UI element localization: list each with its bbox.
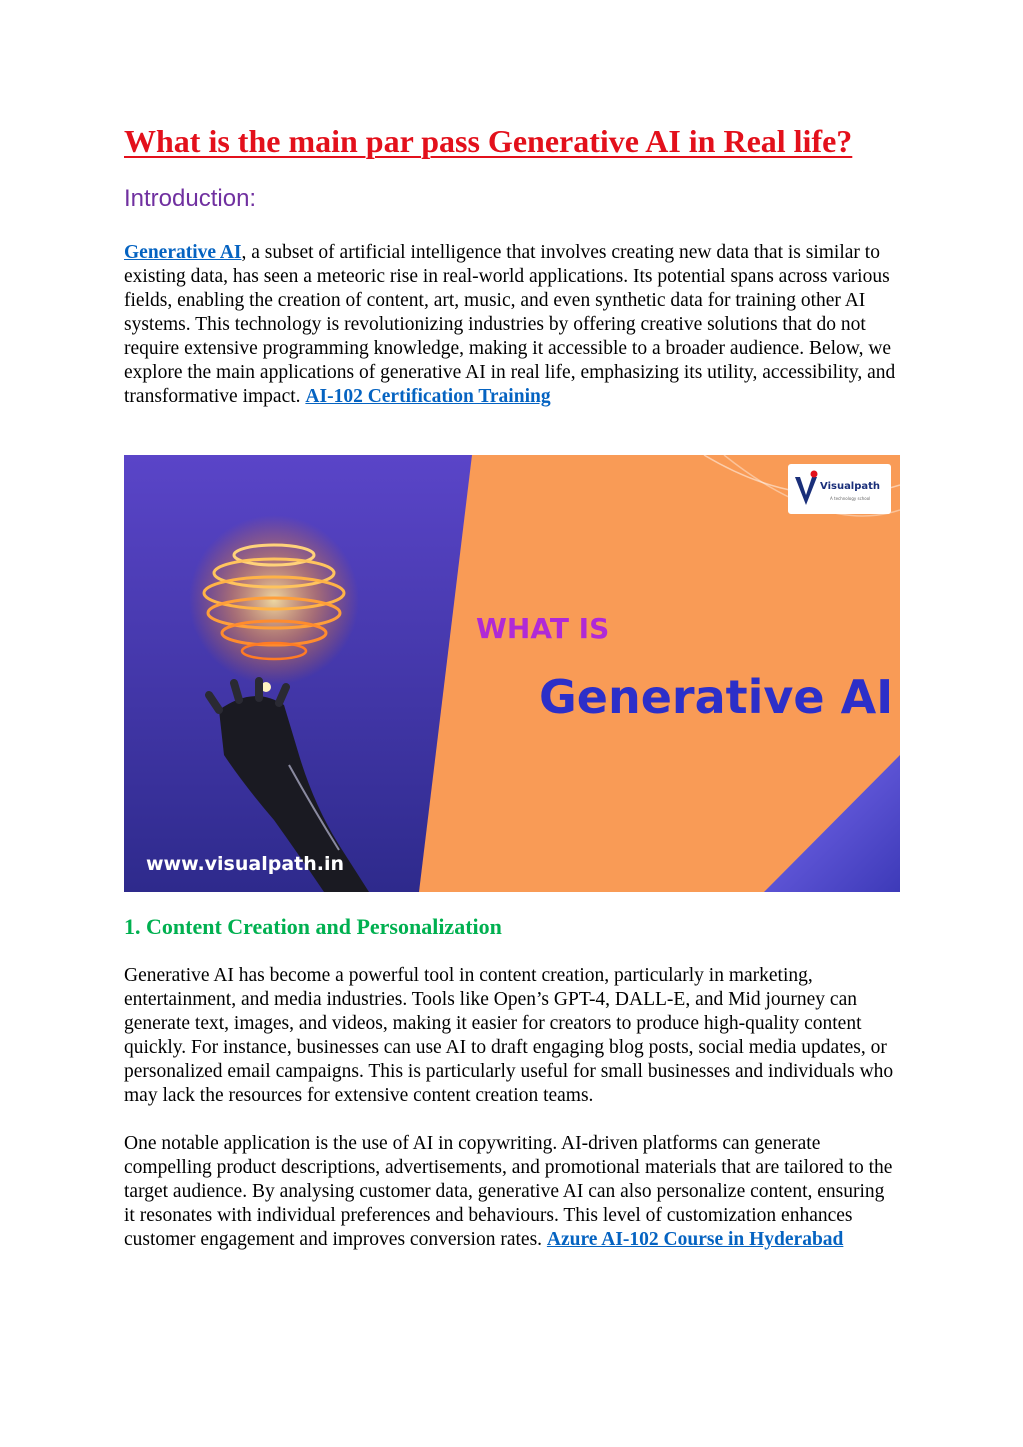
banner-generative-ai: Generative AI <box>539 670 894 724</box>
visualpath-logo-icon <box>792 469 822 509</box>
banner-what-is: WHAT IS <box>476 612 610 645</box>
section1-paragraph-2-text: One notable application is the use of AI in copywriting. AI-driven platforms can generate compelling product descriptions, advertisements, and promotional materials that are tailored to the target audience. By analysing customer data, generative AI can also personalize content, ensuring it resonates with individual preferences and behaviours. This level of customization enhances customer engagement and improves conversion rates. <box>124 1133 893 1250</box>
logo-name: Visualpath <box>820 481 881 492</box>
section-heading-content-creation: 1. Content Creation and Personalization <box>124 914 502 939</box>
section1-paragraph-2 <box>124 1132 900 1252</box>
intro-paragraph <box>124 241 900 409</box>
visualpath-logo <box>788 464 891 514</box>
intro-text: , a subset of artificial intelligence that involves creating new data that is similar to existing data, has seen a meteoric rise in real-world applications. Its potential spans across various fields, enabling the creation of content, art, music, and even synthetic data for training other AI systems. This technology is revolutionizing industries by offering creative solutions that do not require extensive programming knowledge, making it accessible to a broader audience. Below, we explore the main applications of generative AI in real life, emphasizing its utility, accessibility, and transformative impact. <box>124 242 896 407</box>
section1-paragraph-1: Generative AI has become a powerful tool in content creation, particularly in marketing, entertainment, and media industries. Tools like Open’s GPT-4, DALL-E, and Mid journey can generate text, images, and videos, making it easier for creators to produce high-quality content quickly. For instance, businesses can use AI to draft engaging blog posts, social media updates, or personalized email campaigns. This is particularly useful for small businesses and individuals who may lack the resources for extensive content creation teams. <box>124 965 894 1106</box>
azure-ai-102-course-link[interactable]: Azure AI-102 Course in Hyderabad <box>546 1229 844 1250</box>
generative-ai-link[interactable]: Generative AI <box>124 242 242 263</box>
logo-tagline: A technology school <box>830 496 871 501</box>
banner-artwork <box>124 455 900 892</box>
banner-url: www.visualpath.in <box>146 853 345 875</box>
intro-heading: Introduction: <box>124 185 257 212</box>
generative-ai-banner <box>124 455 900 892</box>
ai-102-certification-link[interactable]: AI-102 Certification Training <box>305 386 551 407</box>
page-title: What is the main par pass Generative AI in Real life? <box>124 123 853 159</box>
